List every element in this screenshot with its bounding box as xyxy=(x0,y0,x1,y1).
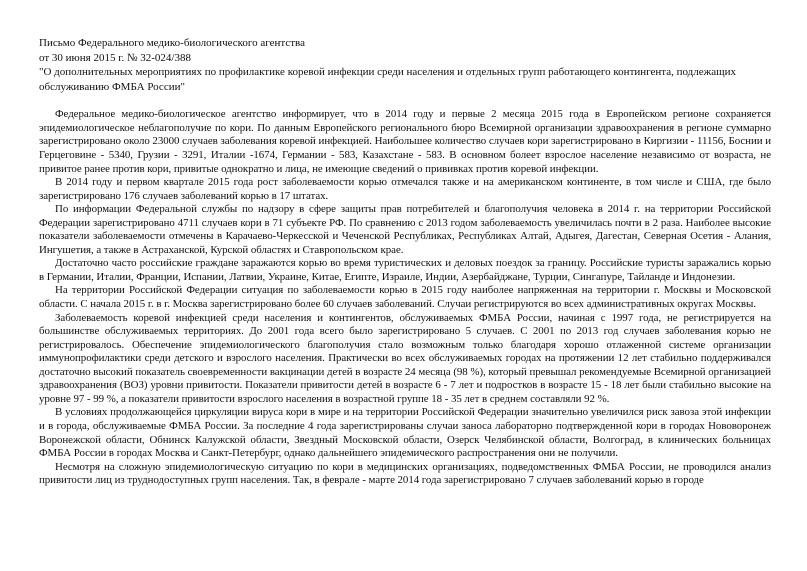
paragraph: Несмотря на сложную эпидемиологическую ситуацию по кори в медицинских организациях, подведомственных ФМБА России, не проводился анализ привитости лиц из труднодоступных групп населения. Так, в феврале - марте 2014 года зарегистрировано 7 случаев заболеваний корью в городе xyxy=(39,460,771,487)
letter-issuer: Письмо Федерального медико-биологического агентства xyxy=(39,37,305,49)
paragraph: Достаточно часто российские граждане заражаются корью во время туристических и деловых поездок за границу. Российские туристы заражались корью в Германии, Италии, Франции, Испании, Латвии, Украине, Китае, Египте, Израиле, Индии, Азербайджане, Турции, Сингапуре, Тайланде и Индонезии. xyxy=(39,257,771,283)
document-body xyxy=(39,108,771,487)
paragraph: В условиях продолжающейся циркуляции вируса кори в мире и на территории Российской Федерации значительно увеличился риск завоза этой инфекции и в города, обслуживаемые ФМБА России. За последние 4 года зарегистрированы случаи заноса лабораторно подтвержденной кори в городах Нововоронеж Воронежской области, Обнинск Калужской области, Звездный Московской области, Озерск Челябинской области, Волгоград, в клинических больницах ФМБА России в городах Москва и Санкт-Петербург, однако дальнейшего эпидемического распространения они не получили. xyxy=(39,406,771,460)
letter-subject: "О дополнительных мероприятиях по профилактике коревой инфекции среди населения и отдельных групп работающего контингента, подлежащих обслуживанию ФМБА России" xyxy=(39,66,736,93)
paragraph: На территории Российской Федерации ситуация по заболеваемости корью в 2015 году наиболее напряженная на территории г. Москвы и Московской области. С начала 2015 г. в г. Москва зарегистрировано более 60 случаев заболеваний. Случаи регистрируются во всех административных округах Москвы. xyxy=(39,284,771,311)
document-header xyxy=(39,36,771,94)
paragraph: По информации Федеральной службы по надзору в сфере защиты прав потребителей и благополучия человека в 2014 г. на территории Российской Федерации зарегистрировано 4711 случаев кори в 71 субъекте РФ. По сравнению с 2013 годом заболеваемость увеличилась почти в 2 раза. Наиболее высокие показатели заболеваемости отмечены в Карачаево-Черкесской и Чеченской Республиках, Республиках Алтай, Адыгея, Дагестан, Северная Осетия - Алания, Ингушетия, а также в Астраханской, Курской областях и Ставропольском крае. xyxy=(39,203,771,256)
paragraph: Заболеваемость коревой инфекцией среди населения и контингентов, обслуживаемых ФМБА России, начиная с 1997 года, не регистрируется на большинстве обслуживаемых территориях. До 2001 года всего было зарегистрировано 5 случаев. С 2001 по 2013 год случаев заболевания корью не регистрировалось. Обеспечение эпидемиологического благополучия стало возможным только благодаря хорошо отлаженной системе организации иммунопрофилактики среди детского и взрослого населения. Практически во всех обслуживаемых городах на протяжении 12 лет стабильно поддерживался достаточно высокий показатель своевременности вакцинации детей в возрасте 24 месяца (98 %), который превышал рекомендуемые Всемирной организацией здравоохранения (ВОЗ) уровни привитости. Показатели привитости детей в возрасте 6 - 7 лет и подростков в возрасте 15 - 18 лет были стабильно высокие на уровне 97 - 99 %, а показатели привитости взрослого населения в возрастной группе 18 - 35 лет в среднем составляли 92 %. xyxy=(39,311,771,405)
document-page xyxy=(39,36,771,488)
paragraph: Федеральное медико-биологическое агентство информирует, что в 2014 году и первые 2 месяца 2015 года в Европейском регионе сохраняется эпидемиологическое неблагополучие по кори. По данным Европейского регионального бюро Всемирной организации здравоохранения в регионе суммарно зарегистрировано около 23000 случаев заболевания коревой инфекцией. Наибольшее количество случаев кори зарегистрировано в Киргизии - 11156, Боснии и Герцеговине - 5340, Грузии - 3291, Италии -1674, Германии - 583, Казахстане - 583. В основном болеет взрослое население независимо от возраста, не привитое ранее против кори, привитые однократно и лица, не имеющие сведений о прививках против коревой инфекции. xyxy=(39,108,771,175)
paragraph: В 2014 году и первом квартале 2015 года рост заболеваемости корью отмечался также и на американском континенте, в том числе и США, где было зарегистрировано 176 случаев заболеваний корью в 17 штатах. xyxy=(39,176,771,202)
letter-date-number: от 30 июня 2015 г. № 32-024/388 xyxy=(39,51,191,64)
